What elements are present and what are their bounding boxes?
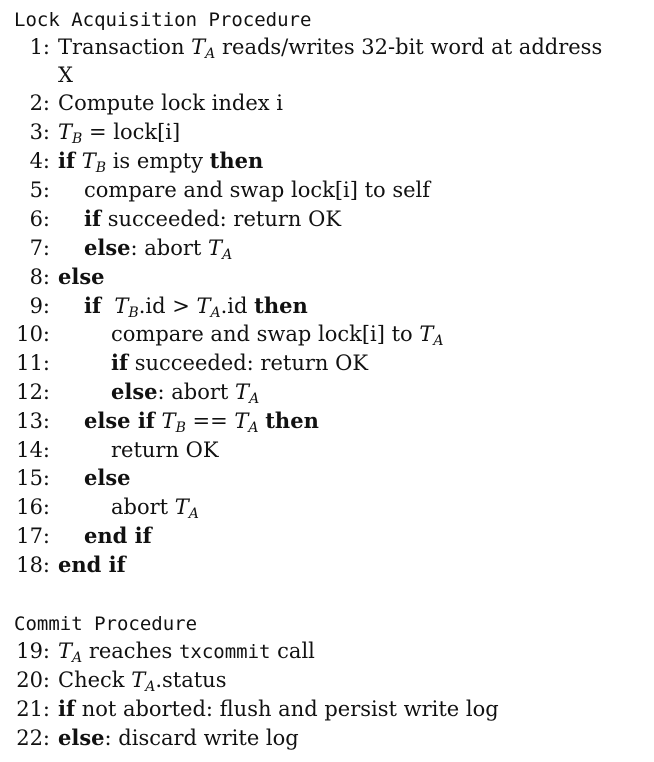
variable-subscript: A bbox=[188, 506, 199, 522]
line-number: 7: bbox=[29, 236, 50, 260]
keyword: else bbox=[84, 465, 131, 490]
code-text bbox=[75, 149, 82, 173]
line-number: 14: bbox=[16, 438, 50, 462]
code-text: .status bbox=[155, 668, 227, 692]
code-text: call bbox=[270, 639, 315, 663]
line-number: 18: bbox=[16, 553, 50, 577]
code-text: Compute lock index i bbox=[58, 91, 284, 115]
algorithm-line bbox=[0, 464, 654, 492]
line-number: 8: bbox=[29, 265, 50, 289]
commit-procedure-title: Commit Procedure bbox=[14, 613, 198, 635]
lock-procedure-title: Lock Acquisition Procedure bbox=[14, 9, 312, 31]
math-variable bbox=[234, 409, 259, 436]
code-text: compare and swap lock[i] to bbox=[111, 322, 420, 346]
variable-subscript: B bbox=[72, 131, 83, 147]
code-text: : discard write log bbox=[104, 726, 299, 750]
line-content bbox=[58, 147, 263, 175]
code-text: compare and swap lock[i] to self bbox=[84, 178, 431, 202]
variable-symbol: T bbox=[58, 639, 73, 663]
algorithm-line bbox=[0, 522, 654, 550]
line-content bbox=[84, 176, 430, 204]
line-content bbox=[58, 666, 226, 694]
code-text: : abort bbox=[157, 380, 236, 404]
line-content bbox=[84, 292, 308, 320]
line-number: 21: bbox=[16, 697, 50, 721]
variable-subscript: B bbox=[95, 160, 107, 176]
variable-subscript: A bbox=[222, 247, 233, 263]
math-variable bbox=[58, 120, 83, 147]
variable-symbol: T bbox=[131, 668, 146, 692]
variable-symbol: T bbox=[208, 236, 223, 260]
code-text: is empty bbox=[106, 149, 210, 173]
keyword: if bbox=[84, 206, 102, 231]
math-variable bbox=[208, 236, 233, 263]
line-content bbox=[84, 234, 232, 262]
math-variable bbox=[161, 409, 186, 436]
line-content bbox=[84, 407, 319, 435]
keyword: if bbox=[111, 350, 129, 375]
line-continuation: X bbox=[58, 63, 73, 87]
line-number: 1: bbox=[29, 35, 50, 59]
line-number: 10: bbox=[16, 322, 50, 346]
line-number: 13: bbox=[16, 409, 50, 433]
variable-symbol: T bbox=[235, 380, 250, 404]
math-variable bbox=[174, 495, 199, 522]
variable-symbol: T bbox=[174, 495, 189, 519]
variable-subscript: B bbox=[128, 305, 139, 321]
line-number: 16: bbox=[16, 495, 50, 519]
line-number: 5: bbox=[29, 178, 50, 202]
line-number: 15: bbox=[16, 466, 50, 490]
variable-subscript: A bbox=[205, 46, 216, 62]
algorithm-line bbox=[0, 176, 654, 204]
keyword: else bbox=[111, 379, 158, 404]
line-content bbox=[58, 263, 105, 291]
variable-symbol: T bbox=[234, 409, 249, 433]
variable-subscript: B bbox=[175, 420, 186, 436]
variable-subscript: A bbox=[72, 650, 83, 666]
keyword: then bbox=[254, 293, 308, 318]
variable-symbol: T bbox=[196, 294, 211, 318]
code-text: abort bbox=[111, 495, 175, 519]
variable-subscript: A bbox=[249, 391, 260, 407]
keyword: if bbox=[58, 696, 76, 721]
line-content bbox=[111, 436, 219, 464]
code-text: Transaction bbox=[58, 35, 192, 59]
algorithm-line bbox=[0, 320, 654, 348]
line-number: 3: bbox=[29, 120, 50, 144]
line-number: 4: bbox=[29, 149, 50, 173]
line-number: 6: bbox=[29, 207, 50, 231]
code-text: not aborted: flush and persist write log bbox=[75, 697, 499, 721]
line-content bbox=[111, 349, 368, 377]
keyword: else bbox=[58, 264, 105, 289]
line-content bbox=[111, 378, 259, 406]
line-content bbox=[58, 724, 299, 752]
algorithm-line bbox=[0, 292, 654, 320]
line-content bbox=[84, 464, 131, 492]
algorithm-line bbox=[0, 637, 654, 665]
line-content bbox=[58, 637, 315, 666]
keyword: end if bbox=[58, 552, 126, 577]
code-text bbox=[101, 294, 114, 318]
algorithm-line bbox=[0, 263, 654, 291]
variable-subscript: A bbox=[210, 305, 221, 321]
code-text: succeeded: return OK bbox=[101, 207, 342, 231]
algorithm-line bbox=[0, 33, 654, 61]
math-variable bbox=[58, 639, 83, 666]
keyword: end if bbox=[84, 523, 152, 548]
variable-symbol: T bbox=[161, 409, 176, 433]
algorithm-line bbox=[0, 436, 654, 464]
algorithm-line bbox=[0, 205, 654, 233]
math-variable bbox=[419, 322, 444, 349]
variable-subscript: A bbox=[433, 333, 444, 349]
line-number: 9: bbox=[29, 294, 50, 318]
algorithm-line bbox=[0, 695, 654, 723]
keyword: else bbox=[58, 725, 105, 750]
algorithm-line bbox=[0, 349, 654, 377]
math-variable bbox=[114, 294, 139, 321]
algorithm-line bbox=[0, 89, 654, 117]
code-text: Check bbox=[58, 668, 132, 692]
keyword: else bbox=[84, 235, 131, 260]
line-content bbox=[111, 320, 444, 348]
variable-symbol: T bbox=[81, 149, 96, 173]
keyword: if bbox=[84, 293, 102, 318]
code-text: = lock[i] bbox=[82, 120, 181, 144]
line-number: 2: bbox=[29, 91, 50, 115]
line-number: 20: bbox=[16, 668, 50, 692]
line-content bbox=[58, 551, 126, 579]
algorithm-line bbox=[0, 147, 654, 175]
keyword: then bbox=[209, 148, 264, 173]
code-text: .id bbox=[220, 294, 255, 318]
line-number: 22: bbox=[16, 726, 50, 750]
algorithm-line bbox=[0, 118, 654, 146]
line-number: 12: bbox=[16, 380, 50, 404]
line-content bbox=[111, 493, 199, 521]
line-content bbox=[58, 89, 283, 117]
keyword: if bbox=[58, 148, 76, 173]
math-variable bbox=[196, 294, 221, 321]
math-variable bbox=[131, 668, 156, 695]
code-identifier: txcommit bbox=[178, 641, 271, 663]
line-number: 17: bbox=[16, 524, 50, 548]
code-text: : abort bbox=[130, 236, 209, 260]
code-text: reads/writes 32-bit word at address bbox=[215, 35, 603, 59]
code-text bbox=[155, 409, 162, 433]
math-variable bbox=[235, 380, 260, 407]
line-number: 11: bbox=[16, 351, 50, 375]
variable-symbol: T bbox=[58, 120, 73, 144]
variable-symbol: T bbox=[114, 294, 129, 318]
variable-subscript: A bbox=[248, 420, 259, 436]
keyword: then bbox=[265, 408, 319, 433]
line-content bbox=[84, 522, 152, 550]
algorithm-line bbox=[0, 407, 654, 435]
line-content bbox=[84, 205, 341, 233]
code-text: == bbox=[185, 409, 235, 433]
line-content bbox=[58, 695, 499, 723]
code-text: return OK bbox=[111, 438, 219, 462]
algorithm-line bbox=[0, 378, 654, 406]
line-number: 19: bbox=[16, 639, 50, 663]
variable-symbol: T bbox=[419, 322, 434, 346]
code-text: .id > bbox=[138, 294, 197, 318]
line-content bbox=[58, 118, 180, 146]
keyword: else if bbox=[84, 408, 155, 433]
algorithm-line bbox=[0, 551, 654, 579]
line-content bbox=[58, 33, 602, 61]
variable-subscript: A bbox=[145, 679, 156, 695]
algorithm-line bbox=[0, 493, 654, 521]
variable-symbol: T bbox=[191, 35, 206, 59]
math-variable bbox=[81, 149, 107, 176]
algorithm-line bbox=[0, 234, 654, 262]
algorithm-line bbox=[0, 666, 654, 694]
code-text: succeeded: return OK bbox=[128, 351, 369, 375]
math-variable bbox=[191, 35, 216, 62]
code-text: reaches bbox=[82, 639, 179, 663]
algorithm-line bbox=[0, 724, 654, 752]
